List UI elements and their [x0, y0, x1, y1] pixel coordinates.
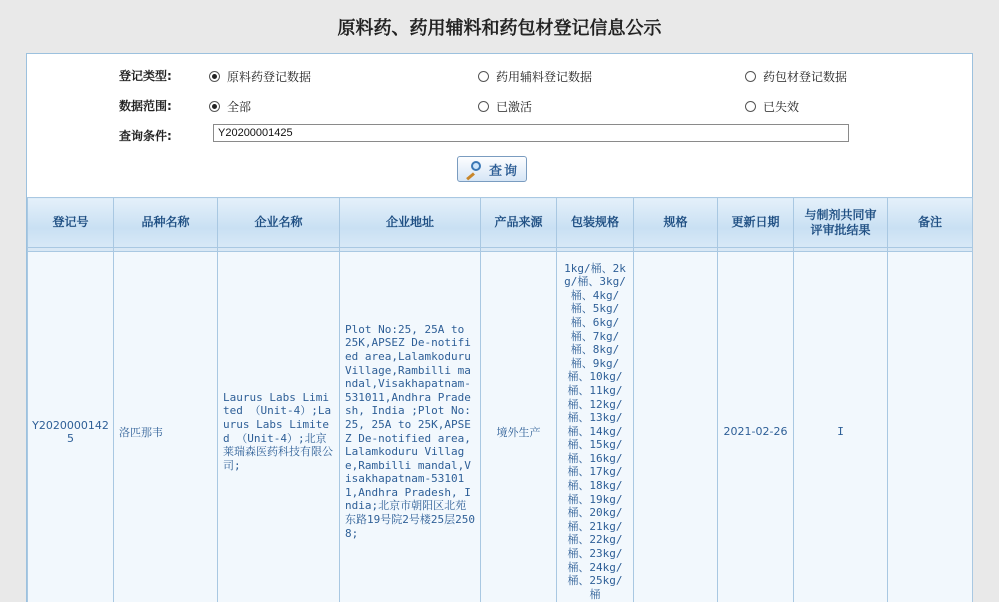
- header-packaging[interactable]: 包装规格: [557, 198, 634, 248]
- query-condition-label: 查询条件:: [119, 129, 172, 143]
- type-option-excipient-label: 药用辅料登记数据: [496, 70, 593, 84]
- cell-reg-no[interactable]: Y20200001425: [28, 252, 114, 602]
- header-variety[interactable]: 品种名称: [114, 198, 218, 248]
- results-table: [27, 197, 973, 602]
- cell-source: 境外生产: [481, 252, 557, 602]
- magnifier-icon: [465, 160, 483, 178]
- header-spec[interactable]: 规格: [634, 198, 718, 248]
- cell-updated: 2021-02-26: [718, 252, 794, 602]
- radio-icon[interactable]: [478, 101, 489, 112]
- header-reg-no[interactable]: 登记号: [28, 198, 114, 248]
- cell-review-result: I: [794, 252, 888, 602]
- registration-type-label: 登记类型:: [119, 69, 172, 83]
- cell-company: Laurus Labs Limited （Unit-4）;Laurus Labs Limited （Unit-4）;北京莱瑞森医药科技有限公司;: [218, 252, 340, 602]
- table-header-row: [28, 198, 973, 248]
- query-button-label: 查询: [488, 163, 519, 179]
- scope-option-active[interactable]: [478, 98, 532, 115]
- radio-icon[interactable]: [745, 71, 756, 82]
- search-panel: [26, 53, 973, 602]
- header-source[interactable]: 产品来源: [481, 198, 557, 248]
- cell-address: Plot No:25, 25A to 25K,APSEZ De-notified area,Lalamkoduru Village,Rambilli mandal,Visakhapatnam-531011,Andhra Pradesh, India ;Plot No:25, 25A to 25K,APSEZ De-notified area,Lalamkoduru Village,Rambilli mandal,Visakhapatnam-531011,Andhra Pradesh, India;北京市朝阳区北苑东路19号院2号楼25层2508;: [340, 252, 481, 602]
- type-option-api[interactable]: [209, 68, 311, 85]
- type-option-packaging-label: 药包材登记数据: [763, 70, 848, 84]
- radio-icon[interactable]: [478, 71, 489, 82]
- header-company[interactable]: 企业名称: [218, 198, 340, 248]
- scope-option-expired[interactable]: [745, 98, 799, 115]
- type-option-excipient[interactable]: [478, 68, 592, 85]
- query-input[interactable]: [213, 124, 849, 142]
- table-row[interactable]: [28, 252, 973, 602]
- page-title: 原料药、药用辅料和药包材登记信息公示: [337, 18, 662, 39]
- type-option-api-label: 原料药登记数据: [227, 70, 312, 84]
- data-scope-label: 数据范围:: [119, 99, 172, 113]
- scope-option-active-label: 已激活: [496, 100, 533, 114]
- scope-option-all[interactable]: [209, 98, 251, 115]
- query-row: [27, 126, 974, 146]
- scope-option-expired-label: 已失效: [763, 100, 800, 114]
- header-updated[interactable]: 更新日期: [718, 198, 794, 248]
- radio-checked-icon[interactable]: [209, 101, 220, 112]
- radio-icon[interactable]: [745, 101, 756, 112]
- cell-packaging: 1kg/桶、2kg/桶、3kg/桶、4kg/桶、5kg/桶、6kg/桶、7kg/桶、8kg/桶、9kg/桶、10kg/桶、11kg/桶、12kg/桶、13kg/桶、14kg/桶、15kg/桶、16kg/桶、17kg/桶、18kg/桶、19kg/桶、20kg/桶、21kg/桶、22kg/桶、23kg/桶、24kg/桶、25kg/桶: [557, 252, 634, 602]
- data-scope-row: [27, 96, 974, 116]
- cell-variety: 洛匹那韦: [114, 252, 218, 602]
- cell-remark: [888, 252, 973, 602]
- header-address[interactable]: 企业地址: [340, 198, 481, 248]
- header-remark[interactable]: 备注: [888, 198, 973, 248]
- cell-spec: [634, 252, 718, 602]
- type-option-packaging[interactable]: [745, 68, 847, 85]
- scope-option-all-label: 全部: [227, 100, 252, 114]
- registration-type-row: [27, 66, 974, 86]
- radio-checked-icon[interactable]: [209, 71, 220, 82]
- query-button[interactable]: [457, 156, 527, 182]
- header-review-result[interactable]: 与制剂共同审评审批结果: [794, 198, 888, 248]
